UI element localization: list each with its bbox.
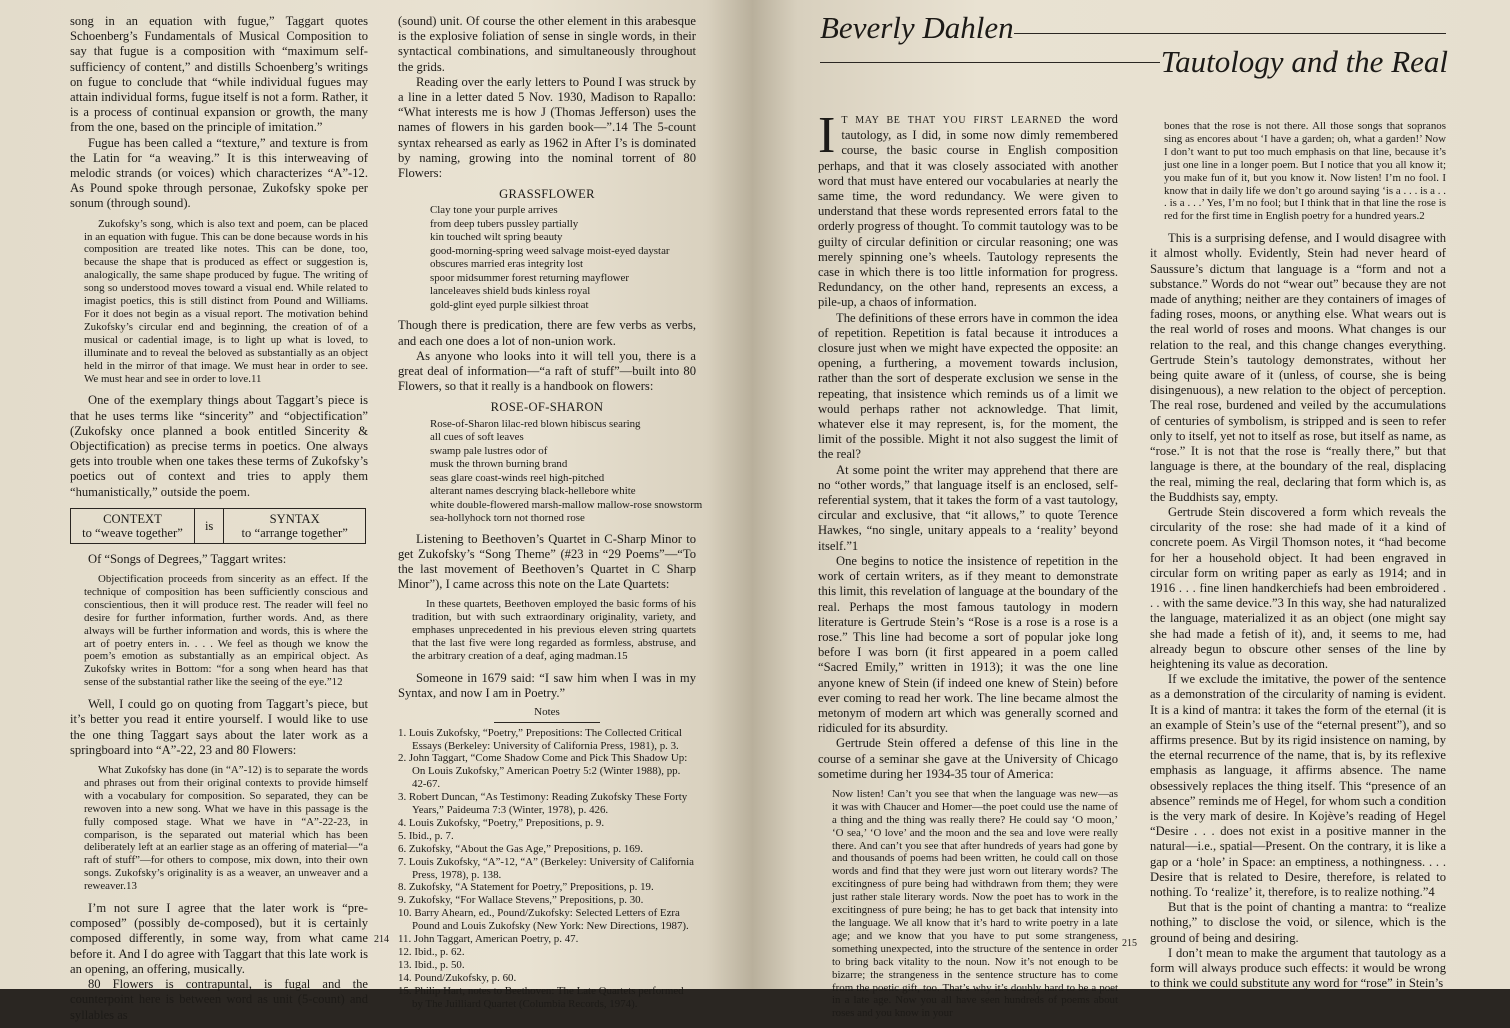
paragraph: I don’t mean to make the argument that tautology as a form will always produce such effects: it would be wrong to think we could substitute any word for “rose” in Stein’s <box>1150 945 1446 991</box>
note-item: 9. Zukofsky, “For Wallace Stevens,” Prepositions, p. 30. <box>398 894 644 907</box>
left-column-2 <box>398 14 703 1011</box>
poem-line: seas glare coast-winds reel high-pitched <box>430 471 605 484</box>
poem-line: gold-glint eyed purple silkiest throat <box>430 298 589 311</box>
poem-title: ROSE-OF-SHARON <box>490 400 604 415</box>
block-quote-text: Objectification proceeds from sincerity as an effect. If the technique of composition has been sufficiently conscious and conscientious, then it will produce rest. The reader will feel no desire for further information, further words. And, as there always will be further information and words, this is where the art of poetry enters in. . . . We feel as though we know the poem’s emotion as substantially as an empirical object. As Zukofsky writes in Bottom: “for a song when heard has that sense of the substantial rather like the seeing of the eye.”12 <box>84 573 368 689</box>
page-number-left: 214 <box>374 934 389 945</box>
left-page <box>0 0 752 1022</box>
context-label: CONTEXT <box>103 511 162 526</box>
notes-heading <box>398 705 696 722</box>
opening-paragraph <box>818 107 1118 311</box>
poem-line: sea-hollyhock torn not thorned rose <box>430 512 585 525</box>
context-cell <box>71 508 195 543</box>
syntax-cell <box>224 508 366 543</box>
note-item: 14. Pound/Zukofsky, p. 60. <box>398 971 517 984</box>
paragraph: Of “Songs of Degrees,” Taggart writes: <box>88 551 287 566</box>
header-rule <box>1014 33 1446 34</box>
paragraph: Gertrude Stein discovered a form which reveals the circularity of the rose: she had made of it a kind of concrete poem. As Virgil Thomson notes, it “had become for her a household object. It had been engraved in circular form on writing paper as early as 1914; and in 1916 . . . fine linen handkerchiefs had been embroidered . . . with the same device.”3 In this way, she had naturalized the language, materialized it as an object (one might say she had made a fetish of it), and, it seems to me, had already begun to obscure other senses of the line by heightening its value as decoration. <box>1150 504 1446 671</box>
note-item: 6. Zukofsky, “About the Gas Age,” Prepositions, p. 169. <box>398 842 643 855</box>
note-item: 1. Louis Zukofsky, “Poetry,” Prepositions: The Collected Critical Essays (Berkeley: University of California Press, 1981), p. 3. <box>398 726 682 752</box>
note-item: 4. Louis Zukofsky, “Poetry,” Prepositions, p. 9. <box>398 816 605 829</box>
note-item: 15. Philip Hart, notes to Beethoven: The Late Quartets performed by The Juilliard Quartet (Columbia Records, 1974). <box>398 984 684 1010</box>
poem-line: swamp pale lustres odor of <box>430 444 548 457</box>
page-number-right: 215 <box>1122 938 1137 949</box>
context-sublabel: to “weave together” <box>82 525 183 540</box>
paragraph: 80 Flowers is contrapuntal, is fugal and the counterpoint here is between word as unit (5-count) and syllables as <box>70 977 368 1022</box>
syntax-label: SYNTAX <box>269 511 320 526</box>
paragraph: Gertrude Stein offered a defense of this line in the course of a seminar she gave at the University of Chicago sometime during her 1934-35 tour of America: <box>818 736 1118 781</box>
paragraph-text: the word tautology, as I did, in some now dimly remembered course, the basic course in English composition perhaps, and that it was closely associated with another word that must have entered our vocabularies at nearly the same time, the word redundancy. We were given to understand that these words represented errors fatal to the orderly progress of thought. To commit tautology was to be guilty of circular definition or circular reasoning; one was merely spinning one’s wheels. Tautology represents the case in which there is too little information for progress. Redundancy, on the other hand, represents an excess, a pile-up, a chaos of information. <box>818 112 1118 310</box>
article-title: Tautology and the Real <box>1160 44 1448 79</box>
block-quote <box>818 788 1118 1020</box>
paragraph: This is a surprising defense, and I would disagree with it almost wholly. Evidently, Stein had never heard of Saussure’s dictum that language is a “form and not a substance.” Words do not “wear out” because they are not made of anything; neither are they containers of images of fading roses, moons, or anything else. What wears out is the real world of roses and moons. What changes is our relation to the real, and this change changes everything. Gertrude Stein’s tautology demonstrates, without her being quite aware of it (unless, of course, she is being disingenuous), a new relation to the object of perception. The real rose, burdened and veiled by the accumulations of centuries of symbolism, is stripped and is seen to refer only to itself, yet not to itself as rose, but itself as name, as “rose.” It is not that the rose is “really there,” but that language is there, at the boundary of the real, displacing the real, miming the real, declaring that form which is, as the Buddhists say, empty. <box>1150 231 1446 504</box>
poem-line: good-morning-spring weed salvage moist-eyed daystar <box>430 244 670 257</box>
paragraph: But that is the point of chanting a mantra: to “realize nothing,” to disclose the void, or silence, which is the ground of being and desiring. <box>1150 900 1446 945</box>
poem-line: white double-flowered marsh-mallow mallow-rose snowstorm <box>430 498 703 511</box>
block-quote <box>70 573 368 689</box>
block-quote <box>398 598 696 663</box>
poem-line: kin touched wilt spring beauty <box>430 231 563 244</box>
block-quote-text: Now listen! Can’t you see that when the language was new—as it was with Chaucer and Homer—the poet could use the name of a thing and the thing was really there? He could say ‘O moon,’ ‘O sea,’ ‘O love’ and the moon and the sea and love were really there. And can’t you see that after hundreds of years had gone by and thousands of poems had been written, he could call on those words and find that they were just worn out literary words? The excitingness of pure being had withdrawn from them; they were just rather stale literary words. Now the poet has to work in the excitingness of pure being; he has to get back that intensity into the language. We all know that it’s hard to write poetry in a late age; and we know that you have to put some strangeness, something unexpected, into the structure of the sentence in order to bring back vitality to the noun. Now it’s not enough to be bizarre; the strangeness in the sentence structure has to come from the poetic gift, too. That’s why it’s doubly hard to be a poet in a late age. Now you all have seen hundreds of poems about roses and you know in your <box>832 787 1118 1020</box>
note-item: 2. John Taggart, “Come Shadow Come and Pick This Shadow Up: On Louis Zukofsky,” American Poetry 5:2 (Winter 1988), pp. 42-67. <box>398 752 688 791</box>
poem-line: spoor midsummer forest returning mayflower <box>430 271 630 284</box>
paragraph: One of the exemplary things about Taggart’s piece is that he uses terms like “sincerity” and “objectification” (Zukofsky once planned a book entitled Sincerity & Objectification) as precise terms in poetics. One always gets into trouble when one takes these terms of Zukofsky’s poetics out of context and tries to apply them “humanistically,” outside the poem. <box>70 393 368 499</box>
poem-rose-of-sharon <box>398 417 703 526</box>
right-column-2 <box>1150 120 1446 991</box>
poem-line: from deep tubers pussley partially <box>430 217 579 230</box>
right-column-1 <box>818 107 1118 1028</box>
header-rule <box>820 62 1160 63</box>
block-quote <box>70 218 368 386</box>
note-item: 3. Robert Duncan, “As Testimony: Reading Zukofsky These Forty Years,” Paideuma 7:3 (Winter, 1978), p. 426. <box>398 791 688 817</box>
syntax-sublabel: to “arrange together” <box>241 525 348 540</box>
block-quote-text: Zukofsky’s song, which is also text and poem, can be placed in an equation with fugue. This can be done because words in his composition are treated like notes. This can be done, too, because the shape that is produced as effect or suggestion is, analogically, the same shape produced by fugue. The writing of song so understood moves toward a visual end. While related to imagist poetics, this is still distinct from Pound and Williams. For it does not begin as a visual report. The motivation behind Zukofsky’s circular end and beginning, the creation of of a musical or cadential image, is to light up what is loved, to illuminate and to reveal the beloved as substantially as an object held in the mirror of that image. We must hear in order to see. We must hear and see in order to love.11 <box>84 217 368 385</box>
paragraph: One begins to notice the insistence of repetition in the work of certain writers, as if they meant to demonstrate this limit, this revelation of language at the boundary of the real. Perhaps the most famous tautology in modern literature is Gertrude Stein’s “Rose is a rose is a rose is a rose.” This line had become a sort of popular joke long before I was born (it first appeared in a poem called “Sacred Emily,” written in 1913); it was the one line anyone knew of Stein (if indeed one knew of Stein) before ever coming to read her work. The line became almost the metonym of modern art which was generally scorned and ridiculed for its absurdity. <box>818 553 1118 736</box>
block-quote-text: In these quartets, Beethoven employed the basic forms of his tradition, but with such extraordinary originality, variety, and emphases unprecedented in his previous eleven string quartets that the last five were long regarded as formless, abstruse, and the arbitrary creation of a deaf, aging madman.15 <box>412 598 696 663</box>
article-author: Beverly Dahlen <box>820 10 1014 45</box>
note-item: 8. Zukofsky, “A Statement for Poetry,” Prepositions, p. 19. <box>398 881 654 894</box>
block-quote-text: What Zukofsky has done (in “A”-12) is to separate the words and phrases out from their original contexts to provide himself with a vocabulary for composition. So separated, they can be rewoven into a new song. What we have in this passage is the fully composed stage. What we have in “A”-22-23, in comparison, is the separated out material which has been deliberately left at an earlier stage as an offering of material—“a raft of stuff”—for others to compose, mix down, into their own songs. Zukofsky’s originality is as a weaver, an unweaver and a reweaver.13 <box>84 764 368 893</box>
poem-line: obscures married eras integrity lost <box>430 258 584 271</box>
poem-title: GRASSFLOWER <box>499 187 595 202</box>
poem-line: Rose-of-Sharon lilac-red blown hibiscus searing <box>430 417 641 430</box>
paragraph: Though there is predication, there are few verbs as verbs, and each one does a lot of non-union work. <box>398 318 696 348</box>
lead-in-smallcaps: T MAY BE THAT YOU FIRST LEARNED <box>841 115 1062 126</box>
poem-line: lanceleaves shield buds kinless royal <box>430 285 591 298</box>
poem-line: Clay tone your purple arrives <box>430 204 558 217</box>
note-item: 12. Ibid., p. 62. <box>398 946 465 959</box>
paragraph: Listening to Beethoven’s Quartet in C-Sharp Minor to get Zukofsky’s “Song Theme” (#23 in “29 Poems”—“To the last movement of Beethoven’s Quartet in C Sharp Minor”), I came across this note on the Late Quartets: <box>398 531 696 592</box>
left-column-1 <box>70 14 368 1023</box>
note-item: 5. Ibid., p. 7. <box>398 829 454 842</box>
block-quote-continued <box>1150 120 1446 223</box>
notes-list <box>398 727 696 1011</box>
paragraph: I’m not sure I agree that the later work is “pre-composed” (possibly de-composed), but it is certainly composed differently, in some way, from what came before it. And I do agree with Taggart that this late work is an opening, an offering, musically. <box>70 901 368 976</box>
paragraph: As anyone who looks into it will tell you, there is a great deal of information—“a raft of stuff”—built into 80 Flowers, so that it really is a handbook on flowers: <box>398 348 696 394</box>
paragraph: Fugue has been called a “texture,” and texture is from the Latin for “a weaving.” It is this interweaving of melodic strands (or voices) which characterizes “A”-12. As Pound spoke through personae, Zukofsky spoke per sonum (through sound). <box>70 135 368 211</box>
note-item: 11. John Taggart, American Poetry, p. 47. <box>398 933 579 946</box>
poem-line: all cues of soft leaves <box>430 431 524 444</box>
block-quote-text: bones that the rose is not there. All those songs that sopranos sing as encores about ‘I have a garden; oh, what a garden!’ Now I don’t want to put too much emphasis on that line, because it’s just one line in a longer poem. But I notice that you all know it; you make fun of it, but you know it. Now listen! I’m no fool. I know that in daily life we don’t go around saying ‘is a . . . is a . . . is a . . .’ Yes, I’m no fool; but I think that in that line the rose is red for the first time in English poetry for a hundred years.2 <box>1164 120 1446 223</box>
context-syntax-table <box>70 508 366 544</box>
is-cell: is <box>194 508 224 543</box>
paragraph: Reading over the early letters to Pound I was struck by a line in a letter dated 5 Nov. 1930, Madison to Rapallo: “What interests me is how J (Thomas Jefferson) uses the names of flowers in his garden book—”.14 The 5-count syntax rehearsed as early as 1962 in After I’s is dominated by naming, growing into the nominal torrent of 80 Flowers: <box>398 74 696 181</box>
paragraph: Well, I could go on quoting from Taggart’s piece, but it’s better you read it entire yourself. I would like to use the one thing Taggart says about the later work as a springboard into “A”-22, 23 and 80 Flowers: <box>70 697 368 757</box>
paragraph: Someone in 1679 said: “I saw him when I was in my Syntax, and now I am in Poetry.” <box>398 671 696 701</box>
poem-line: alterant names descrying black-hellebore white <box>430 485 636 498</box>
note-item: 7. Louis Zukofsky, “A”-12, “A” (Berkeley: University of California Press, 1978), p. 138. <box>398 855 694 881</box>
paragraph: If we exclude the imitative, the power of the sentence as a demonstration of the circularity of naming is evident. It is a kind of mantra: it takes the form of the eternal (it is an example of Stein’s use of the “eternal present”), and so affirms presence. But by its rigid insistence on naming, by the eternal recurrence of the name, that is, by its reflexive emphasis as language, it affirms absence. The name obsessively replaces the thing itself. This “presence of an absence” reminds me of Hegel, for whom such a condition is the very mark of desire. In Kojève’s reading of Hegel “Desire . . . does not exist in a positive manner in the natural—i.e., spatial—Present. On the contrary, it is like a gap or a ‘hole’ in Space: an emptiness, a nothingness. . . . Desire that is related to Desire, therefore, is related to nothing. To ‘realize’ it, therefore, is to realize nothing.”4 <box>1150 672 1446 899</box>
paragraph: song in an equation with fugue,” Taggart quotes Schoenberg’s Fundamentals of Musical Composition to say that fugue is a composition with “maximum self-sufficiency of content,” and distills Schoenberg’s writings on fugue to conclude that “while individual fugues may attain individual forms, fugue itself is not a form. Rather, it is a process of continual expansion or growth, the many from the one, based on the principle of imitation.” <box>70 14 368 135</box>
paragraph: At some point the writer may apprehend that there are no “other words,” that language itself is an enclosed, self-referential system, that it takes the form of a vast tautology, circular and exclusive, that “it allows,” to quote Terence Hawkes, “no single, unitary appeals to a ‘reality’ beyond itself.”1 <box>818 462 1118 553</box>
block-quote <box>70 764 368 893</box>
right-page <box>752 0 1510 1020</box>
notes-heading-text: Notes <box>494 705 600 722</box>
paragraph: The definitions of these errors have in common the idea of repetition. Repetition is fatal because it introduces a closure just when we might have expected the opposite: an opening, a furthering, a movement towards inclusion, rather than the sort of desperate exclusion we sense in the repeating, that insistence which reminds us of a limit we would perhaps rather not acknowledge. That limit, whatever else it may represent, is, for the moment, the limit of the possible. Might it not also suggest the limit of the real? <box>818 310 1118 462</box>
note-item: 10. Barry Ahearn, ed., Pound/Zukofsky: Selected Letters of Ezra Pound and Louis Zukofsky (New York: New Directions, 1987). <box>398 907 689 933</box>
drop-cap: I <box>818 107 836 164</box>
note-item: 13. Ibid., p. 50. <box>398 958 465 971</box>
poem-line: musk the thrown burning brand <box>430 458 568 471</box>
paragraph: (sound) unit. Of course the other element in this arabesque is the explosive foliation of sense in single words, in their syntactical combinations, and simultaneously throughout the grids. <box>398 14 696 74</box>
poem-grassflower <box>398 204 696 312</box>
